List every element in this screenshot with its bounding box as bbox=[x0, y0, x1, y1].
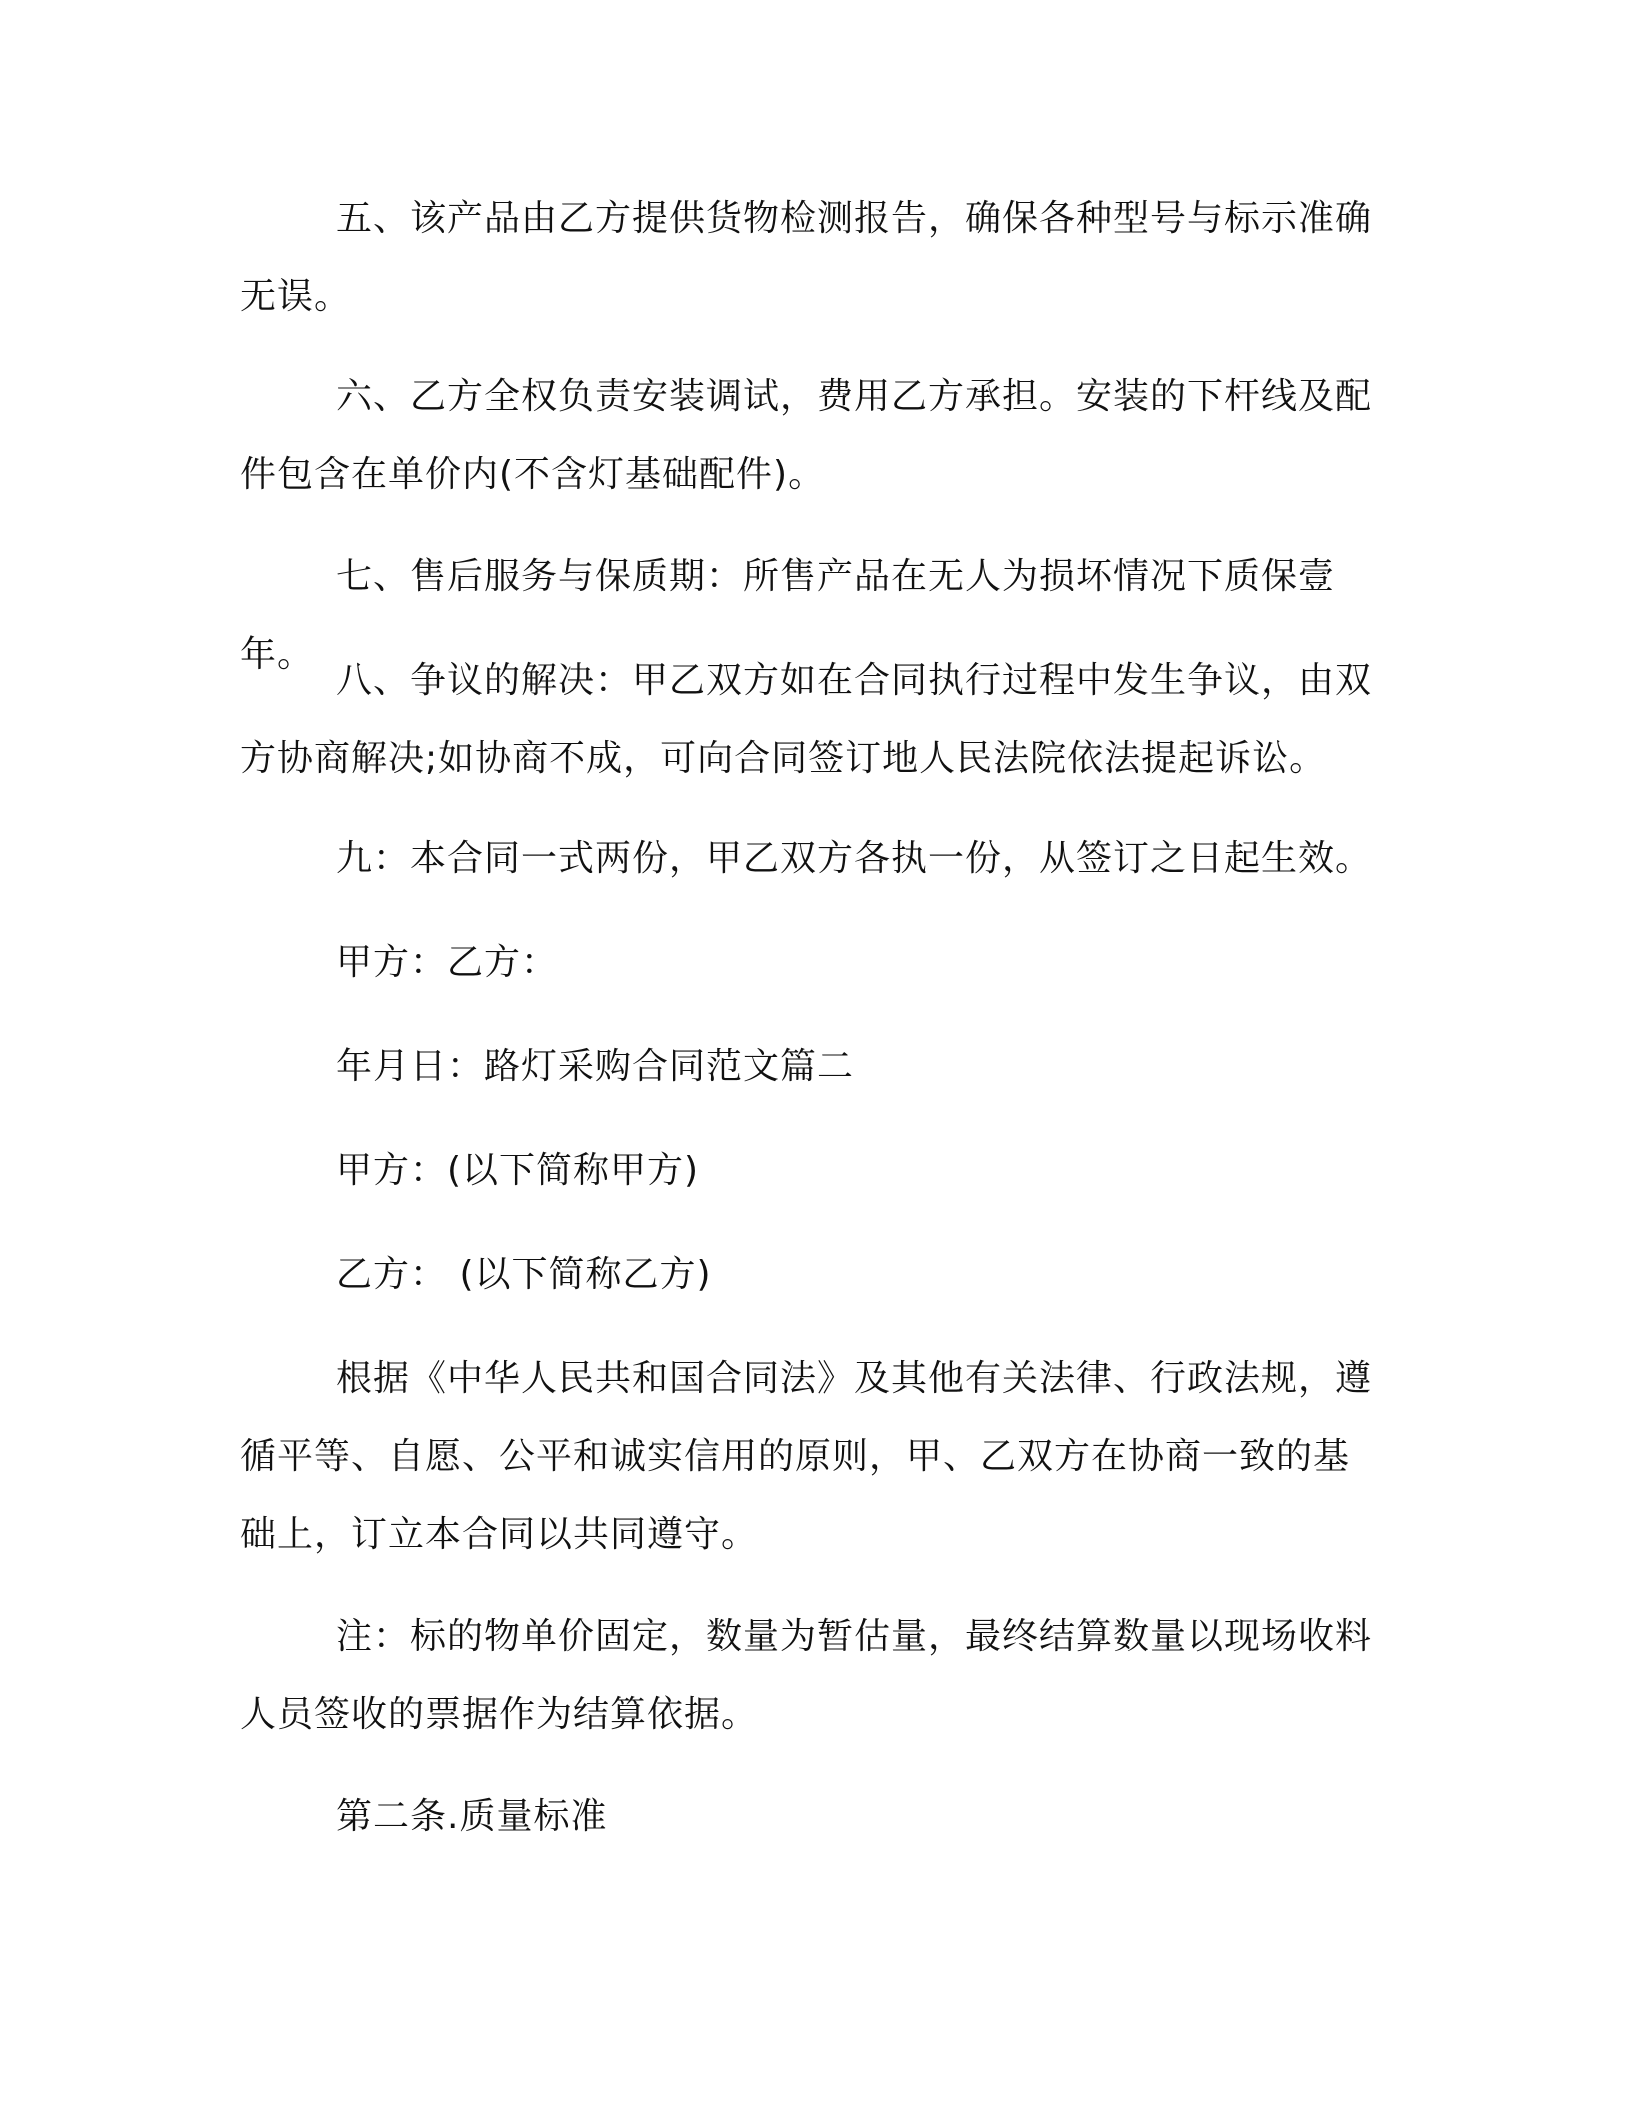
note bbox=[240, 1598, 1400, 1754]
paragraph-line: 七、售后服务与保质期：所售产品在无人为损坏情况下质保壹年。 bbox=[240, 556, 1336, 675]
paragraph-line: 八、争议的解决：甲乙双方如在合同执行过程中发生争议，由双 bbox=[336, 660, 1373, 701]
paragraph-line: 甲方：乙方： bbox=[336, 942, 559, 983]
paragraph-6 bbox=[240, 358, 1400, 514]
paragraph-line: 年月日：路灯采购合同范文篇二 bbox=[336, 1046, 855, 1087]
paragraph-line: 无误。 bbox=[240, 276, 352, 317]
paragraph-9 bbox=[240, 820, 1400, 898]
paragraph-line: 注：标的物单价固定，数量为暂估量，最终结算数量以现场收料 bbox=[336, 1616, 1373, 1657]
party-a bbox=[240, 1132, 1400, 1210]
paragraph-line: 循平等、自愿、公平和诚实信用的原则，甲、乙双方在协商一致的基 bbox=[240, 1436, 1351, 1477]
signature-parties bbox=[240, 924, 1400, 1002]
paragraph-8 bbox=[240, 642, 1400, 798]
paragraph-line: 五、该产品由乙方提供货物检测报告，确保各种型号与标示准确 bbox=[336, 198, 1373, 239]
paragraph-line: 九：本合同一式两份，甲乙双方各执一份，从签订之日起生效。 bbox=[336, 838, 1373, 879]
paragraph-line: 乙方： (以下简称乙方) bbox=[336, 1254, 712, 1295]
paragraph-line: 方协商解决;如协商不成，可向合同签订地人民法院依法提起诉讼。 bbox=[240, 738, 1327, 779]
paragraph-line: 六、乙方全权负责安装调试，费用乙方承担。安装的下杆线及配 bbox=[336, 376, 1373, 417]
paragraph-5 bbox=[240, 180, 1400, 336]
paragraph-line: 根据《中华人民共和国合同法》及其他有关法律、行政法规，遵 bbox=[336, 1358, 1373, 1399]
paragraph-line: 甲方：(以下简称甲方) bbox=[336, 1150, 700, 1191]
paragraph-line: 人员签收的票据作为结算依据。 bbox=[240, 1694, 759, 1735]
party-b bbox=[240, 1236, 1400, 1314]
paragraph-line: 件包含在单价内(不含灯基础配件)。 bbox=[240, 454, 826, 495]
preamble bbox=[240, 1340, 1400, 1574]
section-heading bbox=[240, 1778, 1400, 1856]
date-and-title bbox=[240, 1028, 1400, 1106]
paragraph-line: 础上，订立本合同以共同遵守。 bbox=[240, 1514, 759, 1555]
paragraph-line: 第二条.质量标准 bbox=[336, 1796, 608, 1837]
